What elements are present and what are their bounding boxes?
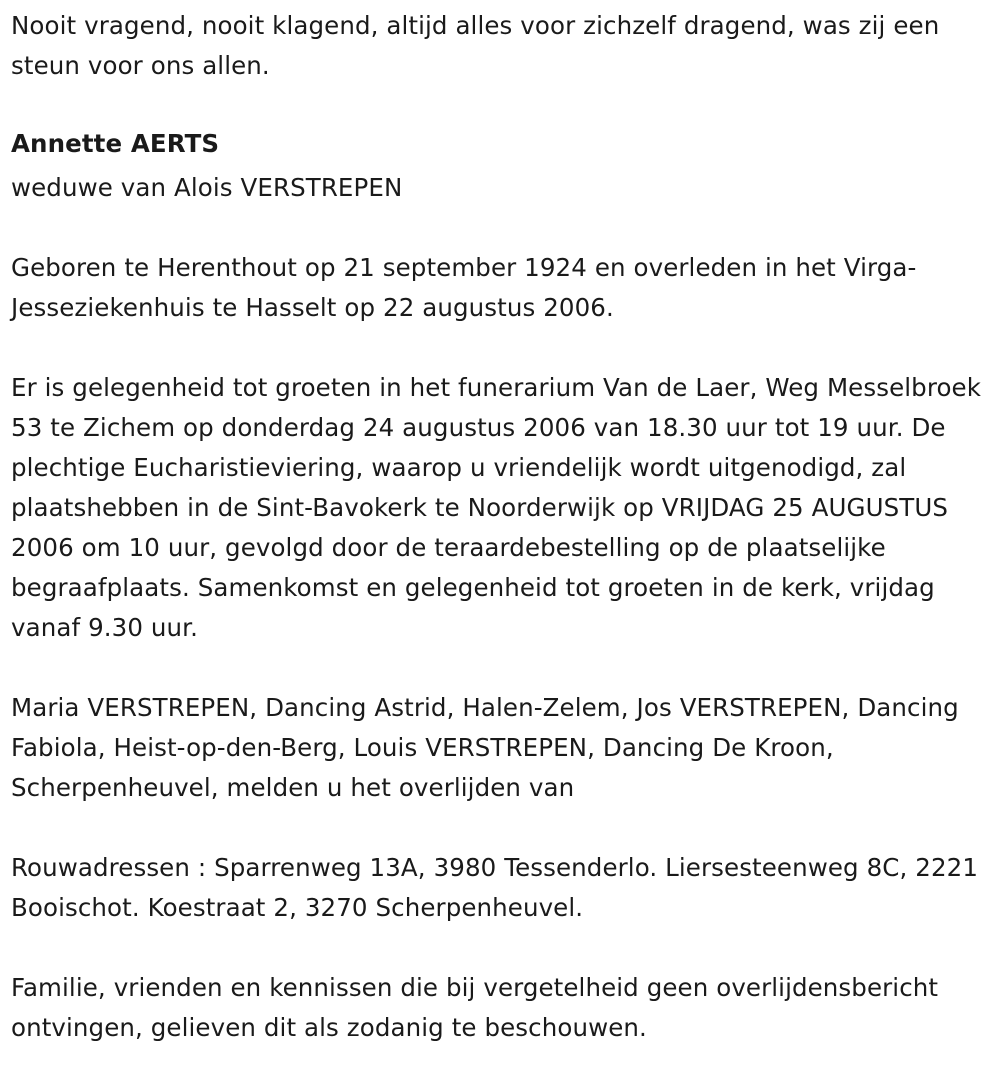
addresses-paragraph: Rouwadressen : Sparrenweg 13A, 3980 Tessenderlo. Liersesteenweg 8C, 2221 Booischot. Koestraat 2, 3270 Scherpenheuvel. <box>11 853 979 922</box>
deceased-name: Annette AERTS <box>11 129 220 158</box>
deceased-relation: weduwe van Alois VERSTREPEN <box>11 173 403 202</box>
announcers-paragraph: Maria VERSTREPEN, Dancing Astrid, Halen-Zelem, Jos VERSTREPEN, Dancing Fabiola, Heist-op-den-Berg, Louis VERSTREPEN, Dancing De Kroon, Scherpenheuvel, melden u het overlijden van <box>11 693 959 802</box>
obituary-document <box>11 6 996 1048</box>
intro-quote: Nooit vragend, nooit klagend, altijd alles voor zichzelf dragend, was zij een steun voor ons allen. <box>11 11 940 80</box>
closing-paragraph: Familie, vrienden en kennissen die bij vergetelheid geen overlijdensbericht ontvingen, gelieven dit als zodanig te beschouwen. <box>11 973 939 1042</box>
ceremony-paragraph: Er is gelegenheid tot groeten in het funerarium Van de Laer, Weg Messelbroek 53 te Zichem op donderdag 24 augustus 2006 van 18.30 uur tot 19 uur. De plechtige Eucharistieviering, waarop u vriendelijk wordt uitgenodigd, zal plaatshebben in de Sint-Bavokerk te Noorderwijk op VRIJDAG 25 AUGUSTUS 2006 om 10 uur, gevolgd door de teraardebestelling op de plaatselijke begraafplaats. Samenkomst en gelegenheid tot groeten in de kerk, vrijdag vanaf 9.30 uur. <box>11 373 982 642</box>
birth-death-paragraph: Geboren te Herenthout op 21 september 1924 en overleden in het Virga-Jesseziekenhuis te Hasselt op 22 augustus 2006. <box>11 253 917 322</box>
